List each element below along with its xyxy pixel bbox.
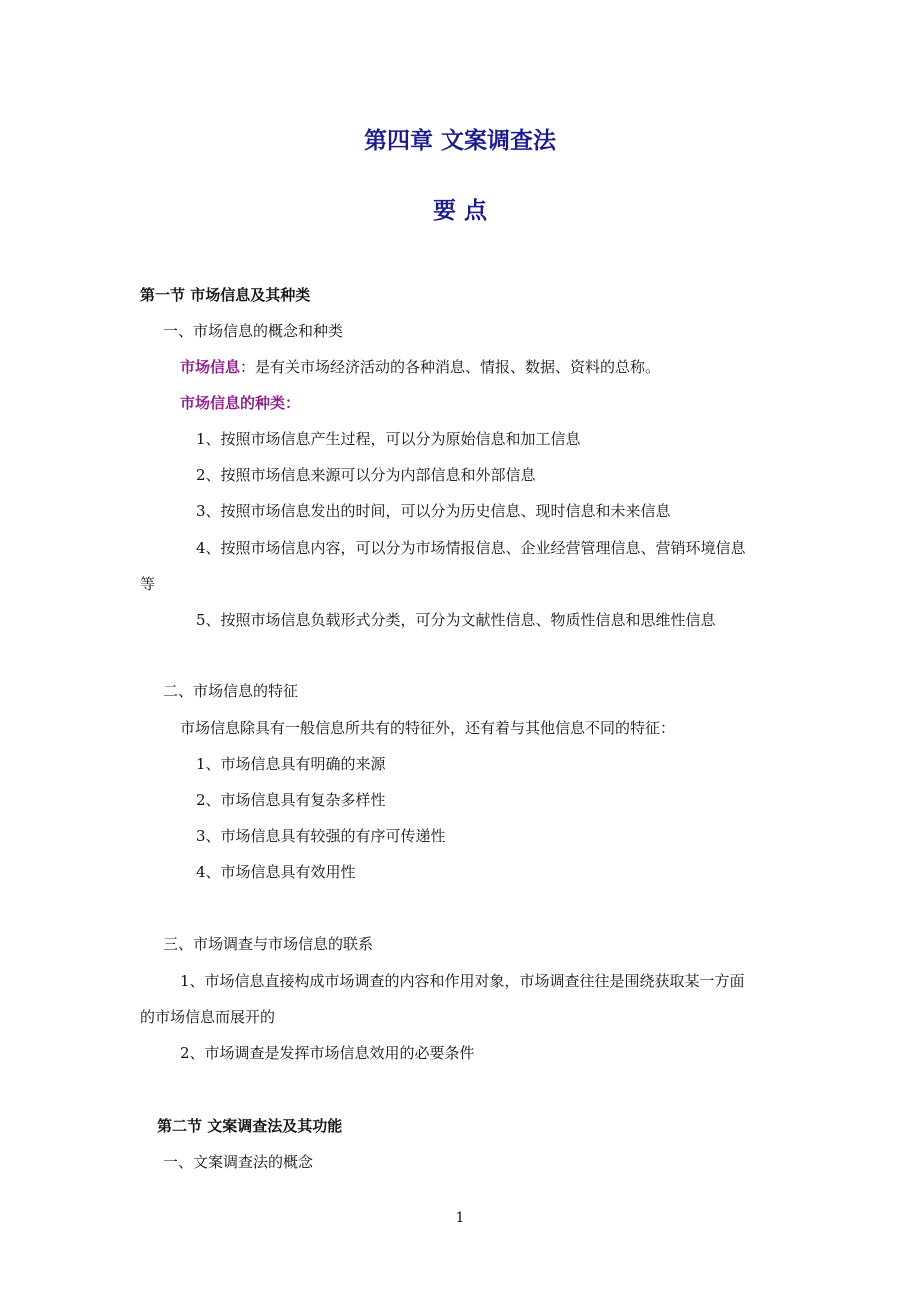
list-item: 2、按照市场信息来源可以分为内部信息和外部信息 [196, 466, 536, 484]
page-number: 1 [455, 1210, 465, 1226]
list-item: 2、市场调查是发挥市场信息效用的必要条件 [180, 1044, 475, 1062]
sub2-intro: 市场信息除具有一般信息所共有的特征外，还有着与其他信息不同的特征： [180, 719, 676, 737]
definition-term: 市场信息 [180, 358, 241, 376]
list-item: 3、市场信息具有较强的有序可传递性 [196, 827, 446, 845]
list-item: 1、市场信息直接构成市场调查的内容和作用对象，市场调查往往是围绕获取某一方面 [180, 972, 745, 990]
list-item-continuation: 等 [140, 575, 156, 593]
section1-heading: 第一节 市场信息及其种类 [140, 286, 311, 304]
definition-line [180, 357, 660, 377]
section2-sub1-heading: 一、文案调查法的概念 [163, 1153, 314, 1171]
sub2-heading: 二、市场信息的特征 [163, 682, 299, 700]
chapter-title: 第四章 文案调查法 [363, 127, 556, 154]
section-title: 要 点 [432, 197, 487, 224]
list-item: 3、按照市场信息发出的时间，可以分为历史信息、现时信息和未来信息 [196, 502, 671, 520]
list-item: 5、按照市场信息负载形式分类，可分为文献性信息、物质性信息和思维性信息 [196, 611, 716, 629]
list-item: 1、市场信息具有明确的来源 [196, 755, 386, 773]
list-item: 1、按照市场信息产生过程，可以分为原始信息和加工信息 [196, 430, 581, 448]
types-heading: 市场信息的种类： [180, 394, 301, 412]
sub1-heading: 一、市场信息的概念和种类 [163, 322, 344, 340]
list-item: 2、市场信息具有复杂多样性 [196, 791, 386, 809]
definition-text: ：是有关市场经济活动的各种消息、情报、数据、资料的总称。 [240, 358, 661, 376]
list-item-continuation: 的市场信息而展开的 [140, 1008, 276, 1026]
section2-heading: 第二节 文案调查法及其功能 [157, 1117, 343, 1135]
sub3-heading: 三、市场调查与市场信息的联系 [163, 935, 374, 953]
list-item: 4、市场信息具有效用性 [196, 863, 356, 881]
list-item: 4、按照市场信息内容，可以分为市场情报信息、企业经营管理信息、营销环境信息 [196, 539, 746, 557]
